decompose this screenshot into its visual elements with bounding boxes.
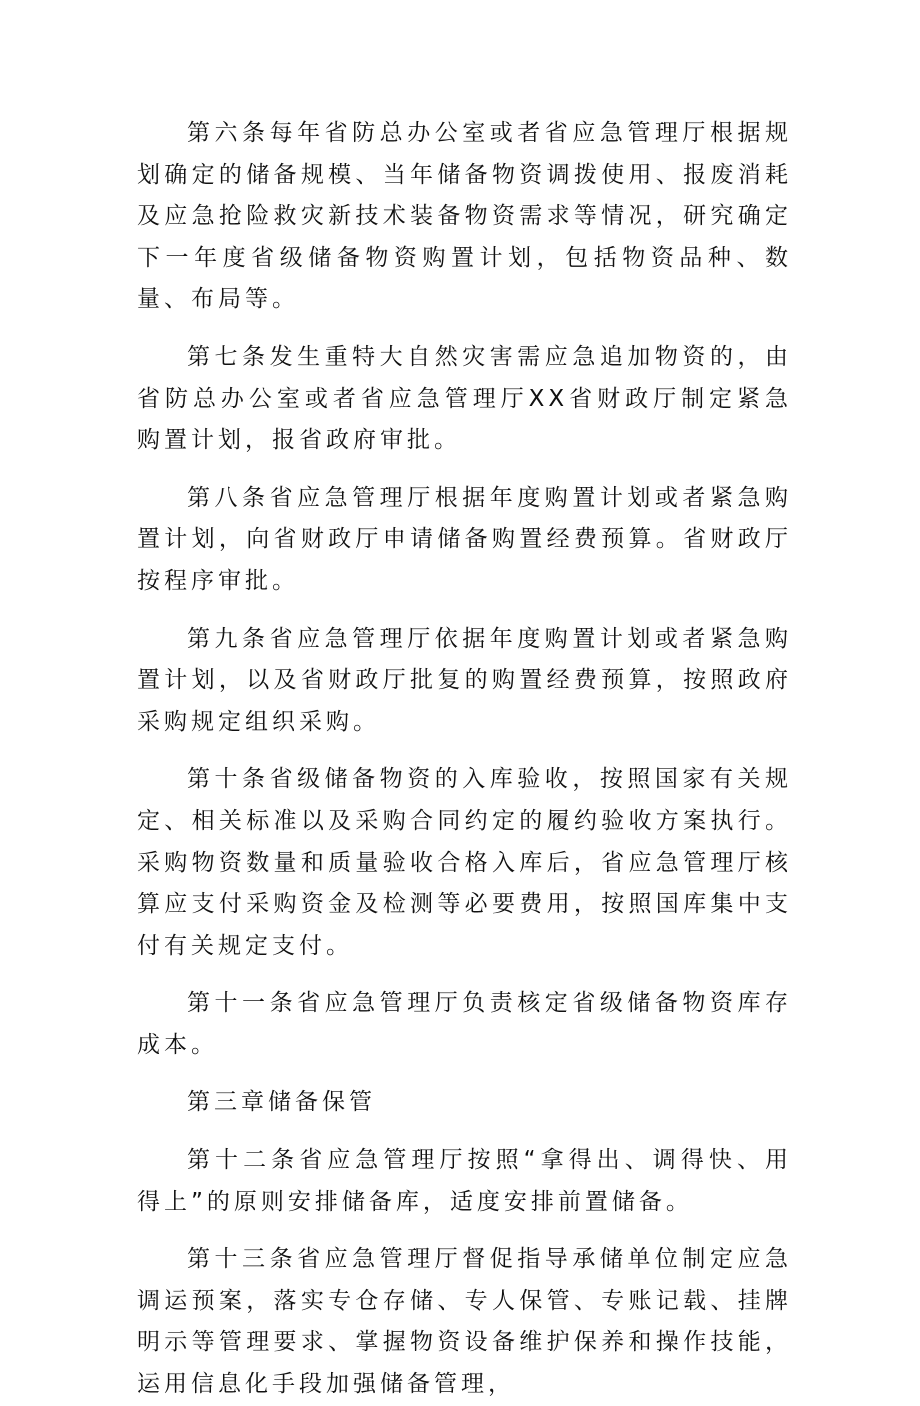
paragraph-article-7: 第七条发生重特大自然灾害需应急追加物资的，由省防总办公室或者省应急管理厅XX省财政厅制定紧急购置计划，报省政府审批。 bbox=[137, 343, 792, 454]
paragraph-article-10: 第十条省级储备物资的入库验收，按照国家有关规定、相关标准以及采购合同约定的履约验收方案执行。采购物资数量和质量验收合格入库后，省应急管理厅核算应支付采购资金及检测等必要费用，按照国库集中支付有关规定支付。 bbox=[137, 766, 792, 959]
paragraph-article-12: 第十二条省应急管理厅按照“拿得出、调得快、用得上”的原则安排储备库，适度安排前置储备。 bbox=[137, 1147, 792, 1215]
paragraph-article-8: 第八条省应急管理厅根据年度购置计划或者紧急购置计划，向省财政厅申请储备购置经费预算。省财政厅按程序审批。 bbox=[137, 484, 792, 594]
paragraph-article-13: 第十三条省应急管理厅督促指导承储单位制定应急调运预案，落实专仓存储、专人保管、专账记载、挂牌明示等管理要求、掌握物资设备维护保养和操作技能，运用信息化手段加强储备管理， bbox=[137, 1246, 792, 1398]
document-body bbox=[137, 113, 792, 1406]
chapter-heading: 第三章储备保管 bbox=[187, 1089, 376, 1116]
paragraph-article-11: 第十一条省应急管理厅负责核定省级储备物资库存成本。 bbox=[137, 990, 792, 1058]
paragraph-article-9: 第九条省应急管理厅依据年度购置计划或者紧急购置计划，以及省财政厅批复的购置经费预算，按照政府采购规定组织采购。 bbox=[137, 625, 792, 735]
paragraph-article-6: 第六条每年省防总办公室或者省应急管理厅根据规划确定的储备规模、当年储备物资调拨使用、报废消耗及应急抢险救灾新技术装备物资需求等情况，研究确定下一年度省级储备物资购置计划，包括物资品种、数量、布局等。 bbox=[137, 120, 792, 313]
